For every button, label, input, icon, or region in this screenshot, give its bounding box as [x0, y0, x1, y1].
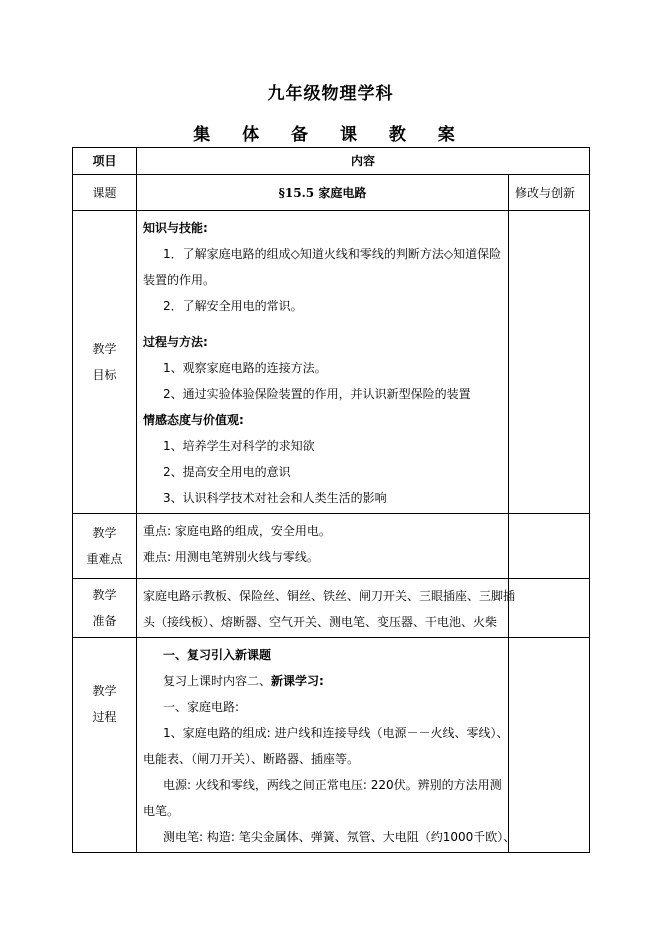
knowledge-item-1b: 装置的作用。 — [143, 273, 216, 287]
difficulty-text: 难点: 用测电笔辨别火线与零线。 — [143, 550, 319, 564]
preparation-row — [73, 579, 590, 638]
preparation-label-1: 教学 — [92, 588, 117, 602]
review-line — [143, 668, 502, 694]
process-revision — [509, 638, 590, 853]
review-heading: 一、复习引入新课题 — [163, 648, 272, 662]
process-heading: 过程与方法: — [143, 335, 208, 349]
table-header-row — [73, 148, 590, 175]
preparation-content — [137, 579, 516, 638]
preparation-line-1: 家庭电路示教板、保险丝、铜丝、铁丝、闸刀开关、三眼插座、三脚插 — [143, 589, 516, 603]
header-content: 内容 — [137, 148, 590, 175]
review-prefix: 复习上课时内容二、 — [163, 674, 272, 688]
objectives-label-2: 目标 — [92, 368, 117, 382]
process-label — [73, 638, 137, 853]
key-points-content — [137, 514, 509, 579]
key-points-label — [73, 514, 137, 579]
composition-line-b: 电能表、（闸刀开关）、断路器、插座等。 — [143, 752, 360, 766]
document-type-title: 集 体 备 课 教 案 — [193, 125, 468, 145]
process-content — [137, 638, 516, 853]
header-item: 项目 — [73, 148, 137, 175]
attitude-item-2: 2、提高安全用电的意识 — [163, 465, 291, 479]
attitude-heading: 情感态度与价值观: — [143, 413, 244, 427]
subject-title: 九年级物理学科 — [267, 84, 394, 104]
attitude-item-3: 3、认识科学技术对社会和人类生活的影响 — [163, 491, 387, 505]
topic-title: §15.5 家庭电路 — [137, 175, 509, 211]
focus-text: 重点: 家庭电路的组成，安全用电。 — [143, 524, 331, 538]
key-points-revision — [509, 514, 590, 579]
knowledge-heading: 知识与技能: — [143, 221, 208, 235]
power-line-a: 电源: 火线和零线，两线之间正常电压: 220伏。辨别的方法用测 — [163, 778, 502, 792]
process-item-1: 1、观察家庭电路的连接方法。 — [163, 361, 327, 375]
process-label-2: 过程 — [92, 710, 117, 724]
objectives-revision — [509, 211, 590, 514]
objectives-content — [137, 211, 509, 514]
composition-line-a: 1、家庭电路的组成: 进户线和连接导线（电源－－火线、零线）、 — [163, 726, 509, 740]
tester-line: 测电笔: 构造: 笔尖金属体、弹簧、氖管、大电阻（约1000千欧）、 — [163, 830, 516, 844]
preparation-line-2: 头（接线板）、熔断器、空气开关、测电笔、变压器、干电池、火柴 — [143, 615, 498, 629]
power-line-b: 电笔。 — [143, 804, 180, 818]
process-label-1: 教学 — [92, 684, 117, 698]
topic-label: 课题 — [73, 175, 137, 211]
knowledge-item-1a: 1．了解家庭电路的组成◇知道火线和零线的判断方法◇知道保险 — [163, 247, 502, 261]
attitude-item-1: 1、培养学生对科学的求知欲 — [163, 439, 315, 453]
preparation-label-2: 准备 — [92, 614, 117, 628]
lesson-plan-table — [72, 147, 590, 853]
revision-label: 修改与创新 — [509, 175, 590, 211]
objectives-row — [73, 211, 590, 514]
objectives-label — [73, 211, 137, 514]
process-item-2: 2、通过实验体验保险装置的作用，并认识新型保险的装置 — [163, 387, 471, 401]
key-points-label-2: 重难点 — [86, 552, 123, 566]
key-points-label-1: 教学 — [92, 526, 117, 540]
new-lesson-heading: 新课学习: — [271, 674, 324, 688]
preparation-label — [73, 579, 137, 638]
process-row — [73, 638, 590, 853]
knowledge-item-2: 2．了解安全用电的常识。 — [163, 299, 303, 313]
key-points-row — [73, 514, 590, 579]
preparation-revision — [509, 579, 590, 638]
section-home-circuit: 一、家庭电路: — [163, 700, 240, 714]
objectives-label-1: 教学 — [92, 342, 117, 356]
topic-row — [73, 175, 590, 211]
